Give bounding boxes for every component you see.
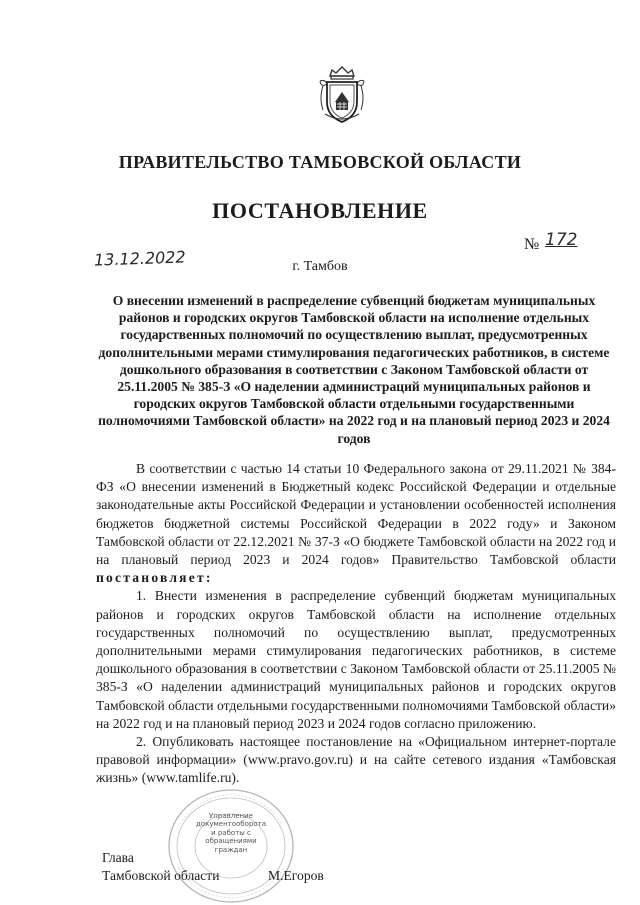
- preamble-text: В соответствии с частью 14 статьи 10 Федерального закона от 29.11.2021 № 384-ФЗ «О внесении изменений в Бюджетный кодекс Российской Федерации и отдельные законодательные акты Российской Федерации и установлении особенностей исполнения бюджетов бюджетной системы Российской Федерации в 2022 году» и Законом Тамбовской области от 22.12.2021 № 37-З «О бюджете Тамбовской области на 2022 год и на плановый период 2023 и 2024 годов» Правительство Тамбовской области: [96, 461, 616, 568]
- item-2-paragraph: 2. Опубликовать настоящее постановление на «Официальном интернет-портале правовой информации» (www.pravo.gov.ru) и на сайте сетевого издания «Тамбовская жизнь» (www.tamlife.ru).: [96, 734, 616, 786]
- number-label: №: [524, 236, 540, 253]
- city: г. Тамбов: [292, 259, 348, 274]
- document-body: [96, 460, 616, 788]
- stamp-text: Управление документооборота и работы с обращениями граждан: [196, 812, 266, 854]
- preamble-paragraph: [96, 460, 616, 587]
- coat-of-arms-icon: [317, 64, 367, 126]
- document-type: ПОСТАНОВЛЕНИЕ: [212, 198, 428, 223]
- handwritten-date: 13.12.2022: [93, 247, 186, 270]
- item-1-paragraph: 1. Внести изменения в распределение субвенций бюджетам муниципальных районов и городских округов Тамбовской области на исполнение отдельных государственных полномочий по осуществлению выплат, предусмотренных дополнительными мерами стимулирования педагогических работников, в системе дошкольного образования в соответствии с Законом Тамбовской области от 25.11.2005 № 385-З «О наделении администраций муниципальных районов и городских округов Тамбовской области отдельными государственными полномочиями Тамбовской области» на 2022 год и на плановый период 2023 и 2024 годов согласно приложению.: [96, 588, 616, 731]
- signatory-role-line-2: Тамбовской области: [102, 868, 220, 883]
- resolves-colon: :: [205, 570, 213, 586]
- resolution-heading: О внесении изменений в распределение субвенций бюджетам муниципальных районов и городских округов Тамбовской области на исполнение отдельных государственных полномочий по осуществлению выплат, предусмотренных дополнительными мерами стимулирования педагогических работников, в системе дошкольного образования в соответствии с Законом Тамбовской области от 25.11.2005 № 385-З «О наделении администраций муниципальных районов и городских округов Тамбовской области отдельными государственными полномочиями Тамбовской области» на 2022 год и на плановый период 2023 и 2024 годов: [98, 293, 610, 446]
- signatory-role-line-1: Глава: [102, 850, 134, 865]
- handwritten-number: 172: [545, 230, 578, 250]
- government-title: ПРАВИТЕЛЬСТВО ТАМБОВСКОЙ ОБЛАСТИ: [118, 152, 522, 172]
- resolves-word: постановляет: [96, 570, 206, 586]
- signatory-name: М.Егоров: [268, 868, 324, 883]
